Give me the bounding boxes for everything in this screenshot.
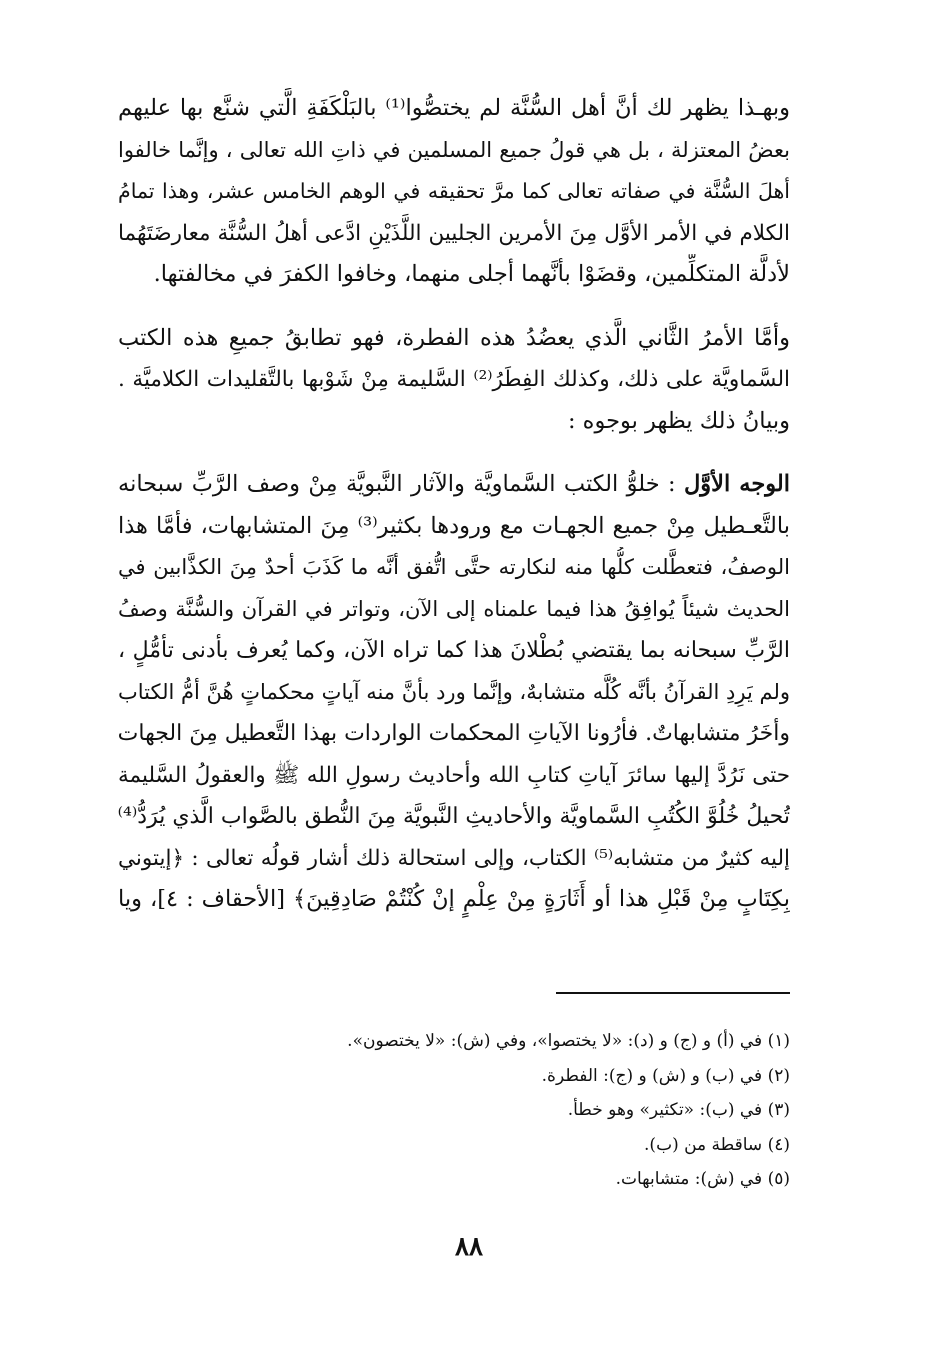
section-heading: الوجه الأوَّل — [683, 471, 790, 497]
page-number: ٨٨ — [455, 1232, 483, 1262]
text-line: بعضُ المعتزلة ، بل هي قولُ جميع المسلمين في ذاتِ الله تعالى ، وإنَّما خالفوا — [118, 137, 790, 162]
paragraph-gap — [118, 296, 790, 318]
text-line: بِكِتَابٍ مِنْ قَبْلِ هذا أو أَثَارَةٍ مِنْ عِلْمٍ إنْ كُنْتُمْ صَادِقِينَ﴾ [الأحقاف : ٤]، ويا — [118, 886, 790, 912]
paragraph-gap — [118, 442, 790, 464]
footnote: (١) في (أ) و (ج) و (د): «لا يختصوا»، وفي (ش): «لا يختصون». — [347, 1031, 790, 1051]
text-line — [118, 464, 790, 506]
text-line: ولم يَرِدِ القرآنُ بأنَّه كُلَّه متشابهٌ، وإنَّما ورد بأنَّ منه آياتٍ محكماتٍ هُنَّ أمُّ الكتاب — [118, 679, 790, 704]
footnote: (٣) في (ب): «تكثير» وهو خطأ. — [567, 1100, 790, 1120]
text-line: وبهـذا يظهر لك أنَّ أهل السُّنَّة لم يختصُّوا⁽¹⁾ بالبَلْكَفَةِ الَّتي شنَّع بها عليهم — [118, 95, 790, 121]
text-line: وأمَّا الأمرُ الثَّاني الَّذي يعضُدُ هذه الفطرة، فهو تطابقُ جميعِ هذه الكتب — [118, 324, 790, 351]
paragraph-1 — [118, 88, 790, 296]
text-line: الكلام في الأمر الأوَّل مِنَ الأمرين الجليين اللَّذَيْنِ ادَّعى أهلُ السُّنَّة معارضَتَهُما — [118, 220, 790, 246]
text-line: لأدلَّة المتكلِّمين، وقضَوْا بأنَّهما أجلى منهما، وخافوا الكفرَ في مخالفتها. — [153, 261, 790, 287]
footnote: (٢) في (ب) و (ش) و (ج): الفطرة. — [541, 1065, 790, 1086]
footnotes — [300, 1024, 790, 1197]
text-line: الوصفُ، فتعطَّلت كلُّها منه لنكارته حتَّى اتُّفق أنَّه ما كَذَبَ أحدٌ مِنَ الكذَّابين في — [118, 555, 790, 579]
text-line: السَّماويَّة على ذلك، وكذلك الفِطَرُ⁽²⁾ السَّليمة مِنْ شَوْبها بالتَّقليدات الكلاميَّة . — [118, 367, 790, 392]
text-line: الرَّبِّ سبحانه بما يقتضي بُطْلانَ هذا كما تراه الآن، وكما يُعرف بأدنى تأمُّلٍ ، — [118, 638, 790, 663]
footnote: (٥) في (ش): متشابهات. — [615, 1169, 790, 1189]
footnote: (٤) ساقطة من (ب). — [644, 1134, 790, 1155]
text-line: حتى نَرُدَّ إليها سائرَ آياتِ كتابِ الله وأحاديث رسولِ الله ﷺ والعقولُ السَّليمة — [118, 762, 790, 788]
text-line: أهلَ السُّنَّة في صفاته تعالى كما مرَّ تحقيقه في الوهم الخامس عشر، وهذا تمامُ — [118, 179, 790, 203]
paragraph-3 — [118, 464, 790, 921]
paragraph-2 — [118, 318, 790, 443]
text-line: الحديث شيئاً يُوافِقُ هذا فيما علمناه إلى الآن، وتواتر في القرآن والسُّنَّة وصفُ — [118, 596, 790, 621]
text-run: : خلوُّ الكتب السَّماويَّة والآثار النَّبويَّة مِنْ وصف الرَّبِّ سبحانه — [118, 471, 676, 497]
text-line: تُحيلُ خُلُوَّ الكُتُبِ السَّماويَّة والأحاديثِ النَّبويَّة مِنَ النُّطق بالصَّواب الَّذي يُرَدُّ⁽⁴⁾ — [118, 804, 790, 829]
footnote-separator — [556, 992, 790, 994]
text-line: وبيانُ ذلك يظهر بوجوه : — [567, 407, 790, 434]
text-line: إليه كثيرٌ من متشابه⁽⁵⁾ الكتاب، وإلى استحالة ذلك أشار قولُه تعالى : ﴿إيتوني — [118, 845, 790, 871]
text-line: وأخَرُ متشابهاتٌ. فأرُونا الآياتِ المحكمات الواردات بهذا التَّعطيل مِنَ الجهات — [118, 721, 790, 746]
text-line: بالتَّعـطيل مِنْ جميع الجهـات مع ورودها بكثير⁽³⁾ مِنَ المتشابهات، فأمَّا هذا — [118, 512, 790, 539]
main-text — [118, 88, 790, 921]
